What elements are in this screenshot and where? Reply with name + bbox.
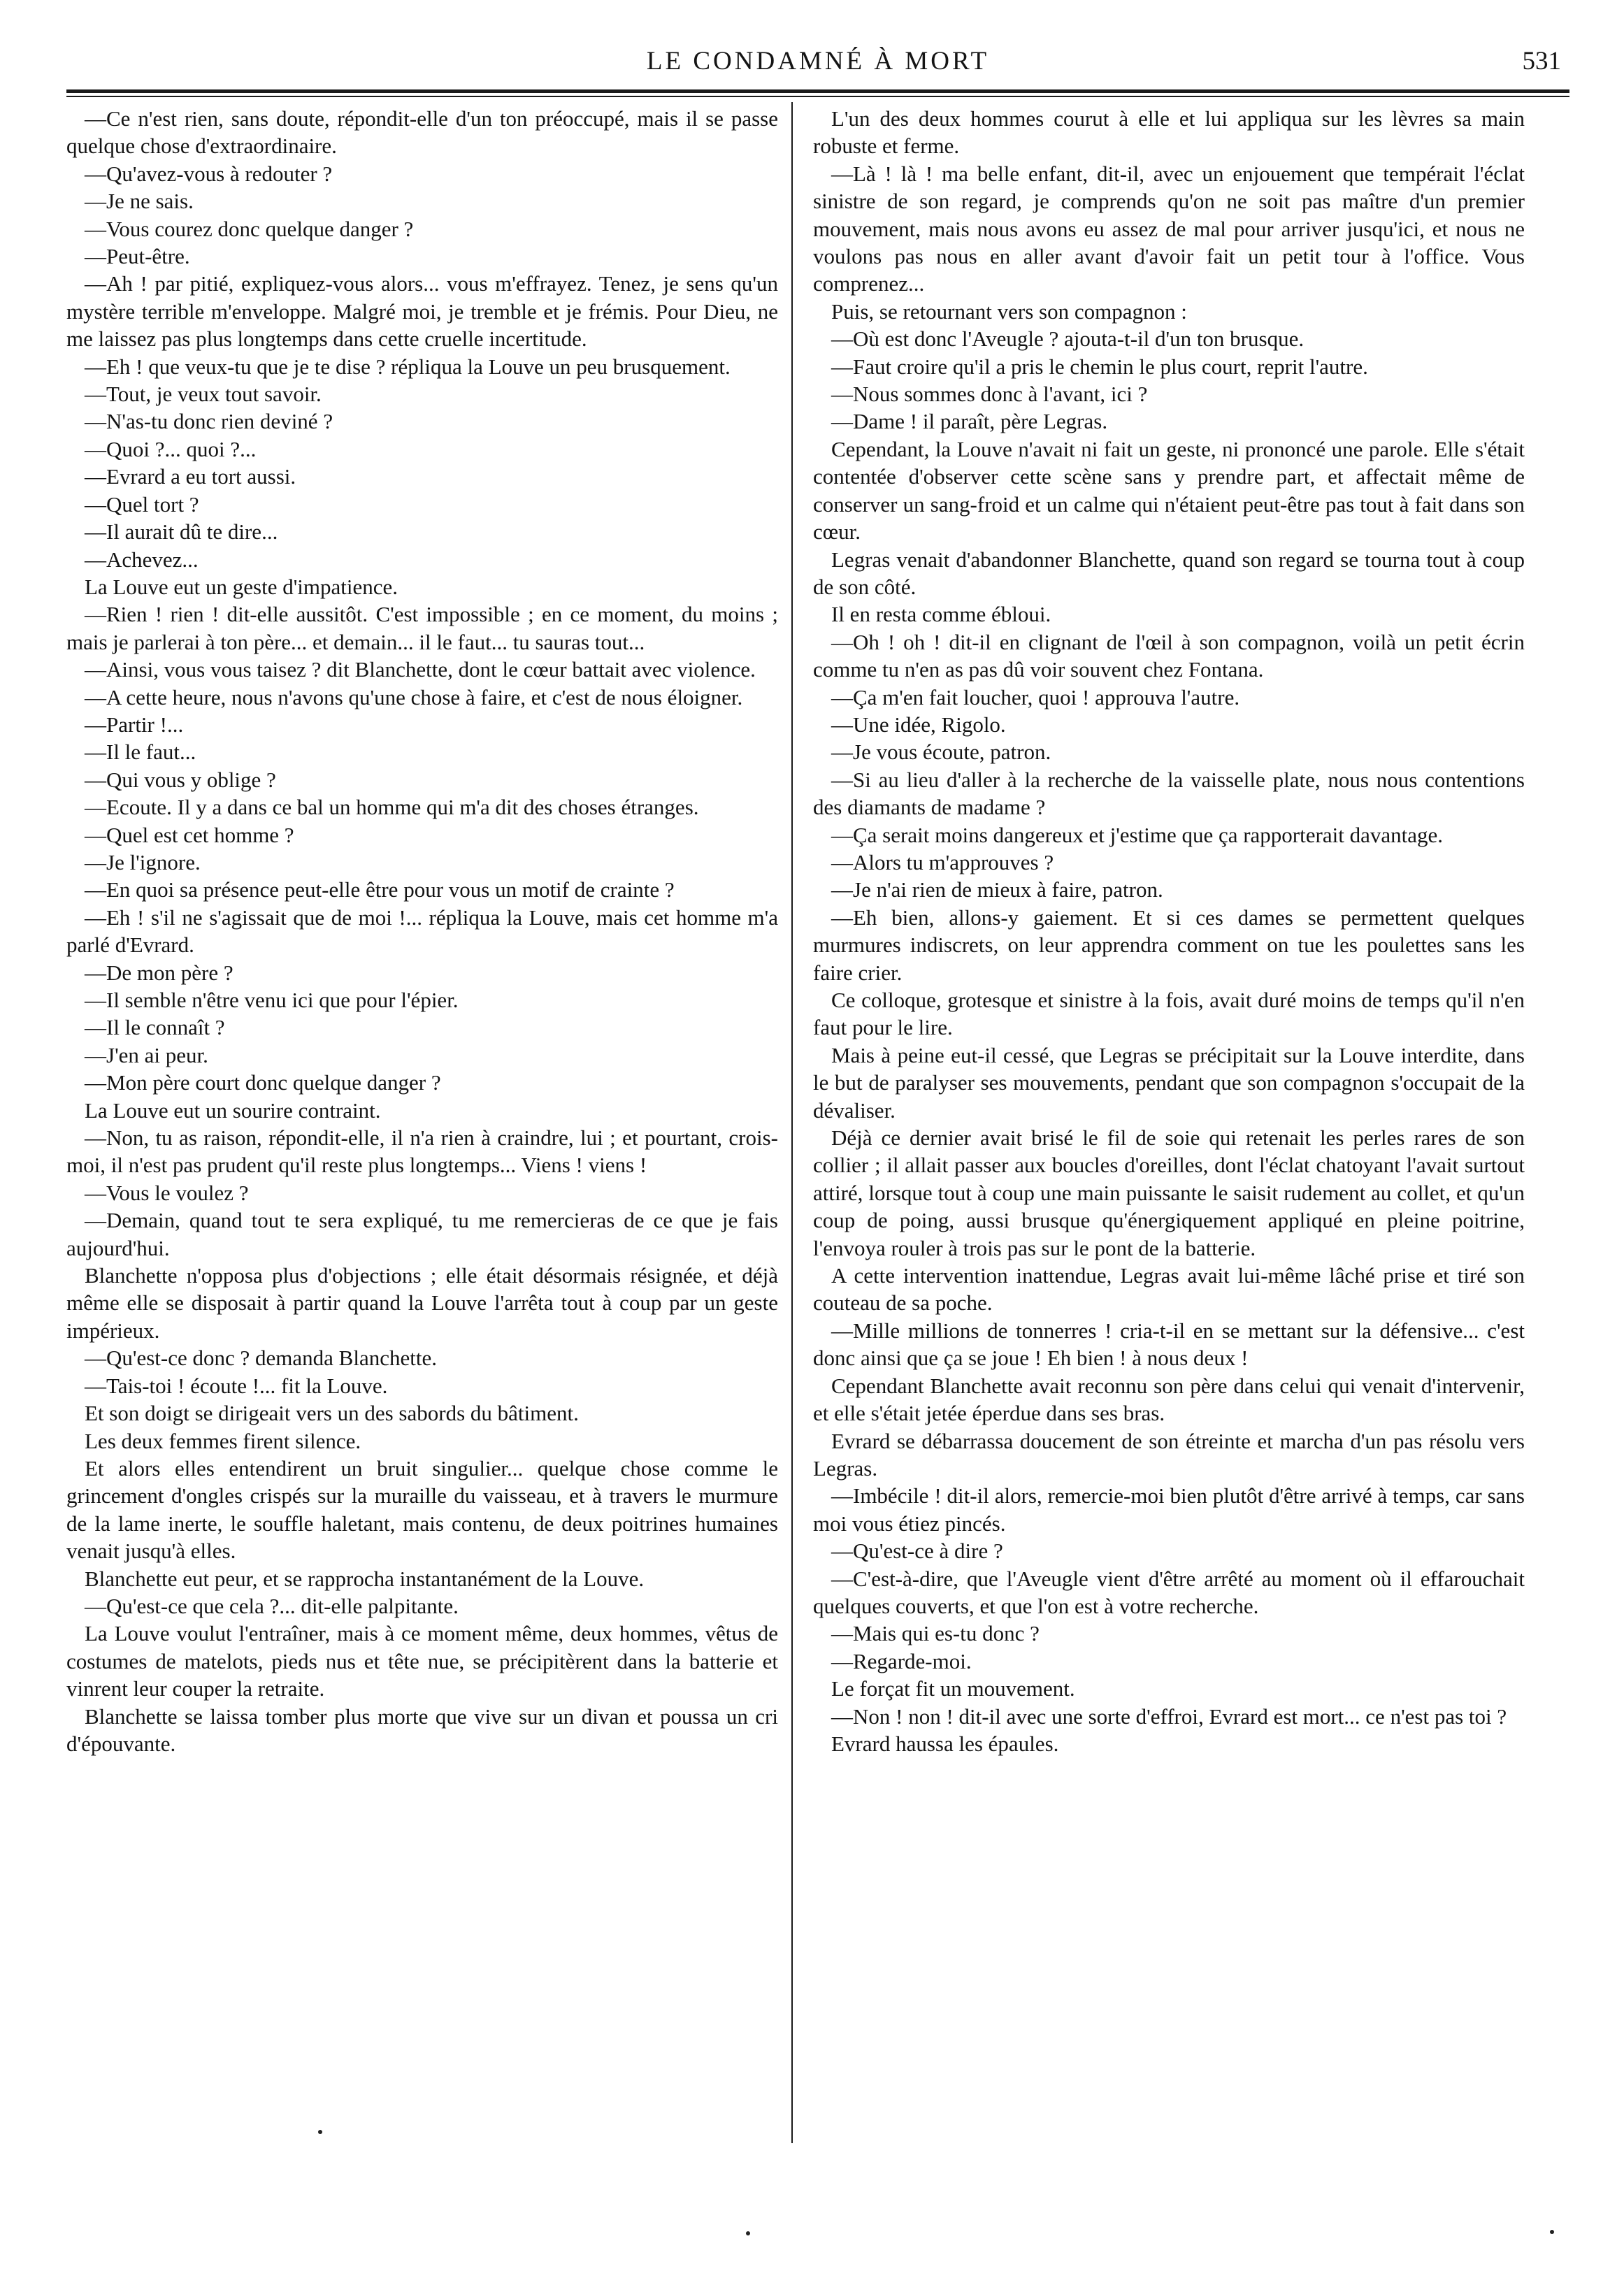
paragraph: —Demain, quand tout te sera expliqué, tu me remercieras de ce que je fais aujourd'hui.: [66, 1208, 778, 1260]
paragraph: —Ça serait moins dangereux et j'estime que ça rapporterait davantage.: [831, 822, 1443, 847]
paragraph: —Eh ! s'il ne s'agissait que de moi !... répliqua la Louve, mais cet homme m'a parlé d'Evrard.: [66, 905, 778, 958]
paragraph: —Je vous écoute, patron.: [831, 740, 1051, 765]
paragraph: —Ça m'en fait loucher, quoi ! approuva l'autre.: [831, 684, 1240, 709]
paragraph: —Là ! là ! ma belle enfant, dit-il, avec un enjouement que tempérait l'éclat sinistre de son regard, je comprends qu'on ne soit pas maître d'un premier mouvement, mais nous avons eu assez de mal pour arriver jusqu'ici, et nous ne voulons pas nous en aller avant d'avoir fait un petit tour à l'office. Vous comprenez...: [813, 161, 1525, 296]
paragraph: Les deux femmes firent silence.: [85, 1428, 361, 1453]
paragraph: —Je n'ai rien de mieux à faire, patron.: [831, 877, 1163, 902]
paragraph: A cette intervention inattendue, Legras avait lui-même lâché prise et tiré son couteau de sa poche.: [813, 1263, 1525, 1316]
paragraph: —Mais qui es-tu donc ?: [831, 1621, 1040, 1646]
right-column: [813, 105, 1525, 1757]
paragraph: —Je ne sais.: [85, 189, 194, 214]
paragraph: —Nous sommes donc à l'avant, ici ?: [831, 382, 1148, 407]
paragraph: —De mon père ?: [85, 960, 233, 985]
page-number: 531: [1522, 47, 1561, 75]
paragraph: Evrard se débarrassa doucement de son étreinte et marcha d'un pas résolu vers Legras.: [813, 1428, 1525, 1481]
paragraph: —Non, tu as raison, répondit-elle, il n'a rien à craindre, lui ; et pourtant, crois-moi, il n'est pas prudent qu'il reste plus longtemps... Viens ! viens !: [66, 1125, 778, 1178]
paragraph: —Où est donc l'Aveugle ? ajouta-t-il d'un ton brusque.: [831, 326, 1305, 352]
paragraph: Il en resta comme ébloui.: [831, 602, 1051, 627]
paragraph: Cependant, la Louve n'avait ni fait un geste, ni prononcé une parole. Elle s'était contentée d'observer cette scène sans y prendre part, et affectait même de conserver un sang-froid et un calme qui n'étaient peut-être pas tout à fait dans son cœur.: [813, 436, 1525, 545]
paragraph: La Louve eut un sourire contraint.: [85, 1097, 381, 1123]
paragraph: —Mon père court donc quelque danger ?: [85, 1070, 441, 1095]
paragraph: —Quel tort ?: [85, 491, 199, 517]
paragraph: Puis, se retournant vers son compagnon :: [831, 298, 1187, 324]
header-rule-thin: [66, 96, 1569, 97]
paragraph: —Rien ! rien ! dit-elle aussitôt. C'est impossible ; en ce moment, du moins ; mais je parlerai à ton père... et demain... il le faut... tu sauras tout...: [66, 602, 778, 654]
paragraph: —Evrard a eu tort aussi.: [85, 464, 296, 489]
paragraph: —Qu'est-ce donc ? demanda Blanchette.: [85, 1346, 437, 1371]
paragraph: —En quoi sa présence peut-elle être pour vous un motif de crainte ?: [85, 877, 675, 902]
paragraph: —Qu'est-ce que cela ?... dit-elle palpitante.: [85, 1593, 459, 1618]
paragraph: Evrard haussa les épaules.: [831, 1731, 1059, 1756]
paragraph: —Alors tu m'approuves ?: [831, 849, 1054, 874]
paragraph: —Ecoute. Il y a dans ce bal un homme qui m'a dit des choses étranges.: [85, 795, 699, 820]
paragraph: —Faut croire qu'il a pris le chemin le plus court, reprit l'autre.: [831, 354, 1368, 379]
paragraph: —Dame ! il paraît, père Legras.: [831, 409, 1108, 434]
paragraph: —Achevez...: [85, 547, 199, 572]
paragraph: —Ce n'est rien, sans doute, répondit-elle d'un ton préoccupé, mais il se passe quelque chose d'extraordinaire.: [66, 106, 778, 159]
paragraph: Et alors elles entendirent un bruit singulier... quelque chose comme le grincement d'ongles crispés sur la muraille du vaisseau, et à travers le murmure de la lame inerte, le souffle haletant, mais contenu, de deux poitrines humaines venait jusqu'à elles.: [66, 1455, 778, 1564]
paragraph: Et son doigt se dirigeait vers un des sabords du bâtiment.: [85, 1401, 579, 1426]
paragraph: —Qui vous y oblige ?: [85, 767, 276, 792]
paragraph: —Qu'avez-vous à redouter ?: [85, 161, 333, 186]
paragraph: —Mille millions de tonnerres ! cria-t-il en se mettant sur la défensive... c'est donc ainsi que ça se joue ! Eh bien ! à nous deux !: [813, 1318, 1525, 1371]
paragraph: —Vous le voulez ?: [85, 1180, 249, 1205]
column-divider: [791, 102, 793, 2143]
header-rule-thick: [66, 89, 1569, 93]
paragraph: —Peut-être.: [85, 244, 190, 269]
paragraph: —Ah ! par pitié, expliquez-vous alors... vous m'effrayez. Tenez, je sens qu'un mystère terrible m'enveloppe. Malgré moi, je tremble et je frémis. Pour Dieu, ne me laissez pas plus longtemps dans cette cruelle incertitude.: [66, 271, 778, 352]
paragraph: Blanchette eut peur, et se rapprocha instantanément de la Louve.: [85, 1566, 645, 1591]
paragraph: L'un des deux hommes courut à elle et lui appliqua sur les lèvres sa main robuste et ferme.: [813, 106, 1525, 159]
paragraph: Blanchette n'opposa plus d'objections ; elle était désormais résignée, et déjà même elle se disposait à partir quand la Louve l'arrêta tout à coup par un geste impérieux.: [66, 1263, 778, 1343]
paragraph: —Tout, je veux tout savoir.: [85, 382, 322, 407]
paragraph: —Partir !...: [85, 712, 184, 737]
paragraph: La Louve voulut l'entraîner, mais à ce moment même, deux hommes, vêtus de costumes de matelots, pieds nus et tête nue, se précipitèrent dans la batterie et vinrent leur couper la retraite.: [66, 1621, 778, 1701]
paragraph: —Si au lieu d'aller à la recherche de la vaisselle plate, nous nous contentions des diamants de madame ?: [813, 767, 1525, 820]
paragraph: —Oh ! oh ! dit-il en clignant de l'œil à son compagnon, voilà un petit écrin comme tu n'en as pas dû voir souvent chez Fontana.: [813, 629, 1525, 682]
paragraph: —Quoi ?... quoi ?...: [85, 436, 257, 461]
paragraph: —A cette heure, nous n'avons qu'une chose à faire, et c'est de nous éloigner.: [85, 684, 743, 709]
paragraph: La Louve eut un geste d'impatience.: [85, 574, 398, 599]
paragraph: Blanchette se laissa tomber plus morte que vive sur un divan et poussa un cri d'épouvante.: [66, 1703, 778, 1756]
paragraph: —Eh ! que veux-tu que je te dise ? répliqua la Louve un peu brusquement.: [85, 354, 731, 379]
paragraph: —Vous courez donc quelque danger ?: [85, 216, 414, 241]
paragraph: —Il semble n'être venu ici que pour l'épier.: [85, 988, 459, 1012]
paragraph: —Qu'est-ce à dire ?: [831, 1539, 1003, 1564]
paragraph: —Je l'ignore.: [85, 849, 201, 874]
paragraph: —Quel est cet homme ?: [85, 822, 294, 847]
paragraph: Le forçat fit un mouvement.: [831, 1676, 1075, 1701]
running-title: LE CONDAMNÉ À MORT: [646, 47, 990, 75]
paragraph: —Il le faut...: [85, 740, 196, 765]
paragraph: —Regarde-moi.: [831, 1648, 972, 1673]
left-column: [66, 105, 778, 1757]
paragraph: —Une idée, Rigolo.: [831, 712, 1006, 737]
paragraph: Ce colloque, grotesque et sinistre à la fois, avait duré moins de temps qu'il n'en faut pour le lire.: [813, 988, 1525, 1040]
paragraph: Cependant Blanchette avait reconnu son père dans celui qui venait d'intervenir, et elle s'était jetée éperdue dans ses bras.: [813, 1373, 1525, 1426]
paragraph: —Non ! non ! dit-il avec une sorte d'effroi, Evrard est mort... ce n'est pas toi ?: [831, 1703, 1507, 1729]
paragraph: —N'as-tu donc rien deviné ?: [85, 409, 333, 434]
paragraph: —Il aurait dû te dire...: [85, 519, 278, 545]
paragraph: Déjà ce dernier avait brisé le fil de soie qui retenait les perles rares de son collier ; il allait passer aux boucles d'oreilles, dont l'éclat chatoyant l'avait surtout attiré, lorsque tout à coup une main puissante le saisit rudement au collet, et qu'un coup de poing, aussi brusque qu'énergiquement appliqué en pleine poitrine, l'envoya rouler à trois pas sur le pont de la batterie.: [813, 1125, 1525, 1260]
paragraph: Legras venait d'abandonner Blanchette, quand son regard se tourna tout à coup de son côté.: [813, 547, 1525, 599]
paragraph: —Il le connaît ?: [85, 1015, 225, 1040]
paragraph: —Tais-toi ! écoute !... fit la Louve.: [85, 1373, 388, 1398]
running-header: [66, 43, 1569, 85]
paragraph: —Ainsi, vous vous taisez ? dit Blanchette, dont le cœur battait avec violence.: [85, 657, 756, 682]
paragraph: —J'en ai peur.: [85, 1042, 208, 1067]
paragraph: —C'est-à-dire, que l'Aveugle vient d'être arrêté au moment où il effarouchait quelques couverts, et que l'on est à votre recherche.: [813, 1566, 1525, 1618]
paragraph: —Eh bien, allons-y gaiement. Et si ces dames se permettent quelques murmures indiscrets, on leur apprendra comment on tue les poulettes sans les faire crier.: [813, 905, 1525, 985]
paragraph: —Imbécile ! dit-il alors, remercie-moi bien plutôt d'être arrivé à temps, car sans moi vous étiez pincés.: [813, 1483, 1525, 1536]
paragraph: Mais à peine eut-il cessé, que Legras se précipitait sur la Louve interdite, dans le but de paralyser ses mouvements, pendant que son compagnon s'occupait de la dévaliser.: [813, 1042, 1525, 1123]
